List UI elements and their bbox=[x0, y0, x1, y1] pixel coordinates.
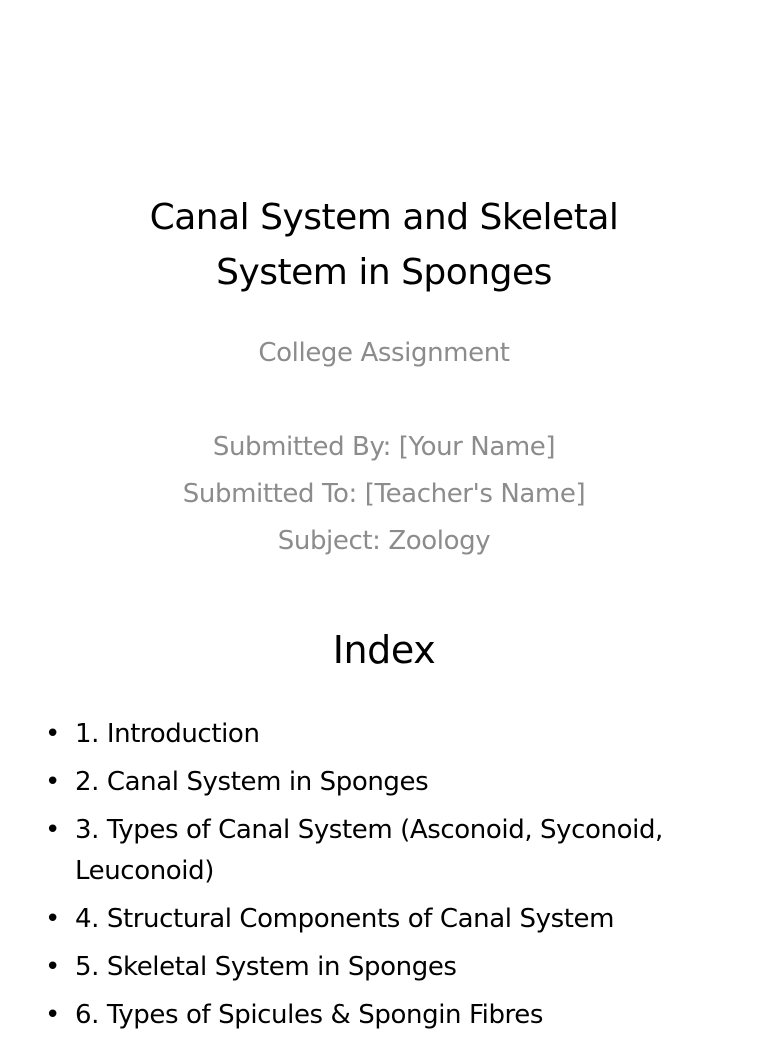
index-item bbox=[45, 899, 745, 940]
bullet-icon: • bbox=[45, 767, 60, 797]
index-item bbox=[45, 714, 745, 755]
index-item bbox=[45, 995, 745, 1036]
index-list bbox=[45, 714, 745, 1043]
index-item-text: 3. Types of Canal System (Asconoid, Syconoid, Leuconoid) bbox=[75, 815, 663, 886]
index-heading: Index bbox=[332, 628, 436, 672]
slide-subtitle bbox=[0, 330, 768, 565]
bullet-icon: • bbox=[45, 815, 60, 845]
slide-title bbox=[0, 190, 768, 300]
assignment-label: College Assignment bbox=[258, 338, 510, 368]
submitted-to-label: Submitted To: [Teacher's Name] bbox=[182, 479, 586, 509]
slide-title-line-2: System in Sponges bbox=[216, 252, 552, 293]
index-item-text: 1. Introduction bbox=[75, 719, 260, 749]
index-item-text: 6. Types of Spicules & Spongin Fibres bbox=[75, 1000, 544, 1030]
index-item-text: 5. Skeletal System in Sponges bbox=[75, 952, 457, 982]
index-item-text: 2. Canal System in Sponges bbox=[75, 767, 429, 797]
index-item bbox=[45, 762, 745, 803]
bullet-icon: • bbox=[45, 904, 60, 934]
bullet-icon: • bbox=[45, 952, 60, 982]
bullet-icon: • bbox=[45, 719, 60, 749]
index-item-text: 4. Structural Components of Canal System bbox=[75, 904, 615, 934]
slide-title-line-1: Canal System and Skeletal bbox=[149, 197, 619, 238]
bullet-icon: • bbox=[45, 1000, 60, 1030]
index-item bbox=[45, 810, 745, 892]
index-item bbox=[45, 947, 745, 988]
subject-label: Subject: Zoology bbox=[277, 526, 491, 556]
subtitle-spacer bbox=[0, 377, 768, 424]
submitted-by-label: Submitted By: [Your Name] bbox=[212, 432, 556, 462]
